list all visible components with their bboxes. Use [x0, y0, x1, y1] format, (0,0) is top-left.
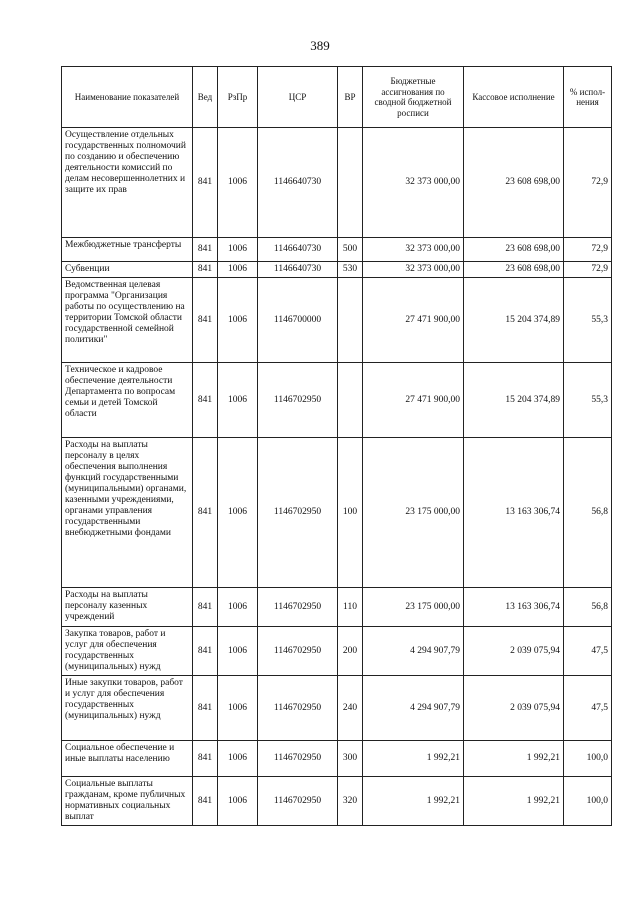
header-row	[62, 67, 612, 128]
row-vr: 320	[338, 777, 363, 826]
table-row	[62, 777, 612, 826]
row-csr: 1146702950	[258, 588, 338, 627]
row-name: Социальное обеспечение и иные выплаты населению	[62, 741, 193, 777]
row-name: Межбюджетные трансферты	[62, 238, 193, 262]
row-percent: 100,0	[564, 741, 612, 777]
row-cash-execution: 1 992,21	[464, 741, 564, 777]
row-percent: 72,9	[564, 262, 612, 278]
row-name: Расходы на выплаты персоналу казенных учреждений	[62, 588, 193, 627]
row-rzpr: 1006	[218, 363, 258, 438]
header-cash-execution: Кассовое исполнение	[464, 67, 564, 128]
row-cash-execution: 15 204 374,89	[464, 278, 564, 363]
row-csr: 1146640730	[258, 238, 338, 262]
row-vr: 530	[338, 262, 363, 278]
row-percent: 47,5	[564, 627, 612, 676]
row-rzpr: 1006	[218, 238, 258, 262]
header-name: Наименование показателей	[62, 67, 193, 128]
row-rzpr: 1006	[218, 438, 258, 588]
row-assignments: 1 992,21	[363, 741, 464, 777]
row-assignments: 32 373 000,00	[363, 128, 464, 238]
row-cash-execution: 23 608 698,00	[464, 238, 564, 262]
row-assignments: 23 175 000,00	[363, 438, 464, 588]
row-ved: 841	[193, 741, 218, 777]
row-percent: 100,0	[564, 777, 612, 826]
row-assignments: 4 294 907,79	[363, 676, 464, 741]
table-row	[62, 278, 612, 363]
row-name: Социальные выплаты гражданам, кроме публичных нормативных социальных выплат	[62, 777, 193, 826]
row-percent: 56,8	[564, 438, 612, 588]
row-assignments: 23 175 000,00	[363, 588, 464, 627]
row-csr: 1146702950	[258, 627, 338, 676]
row-name: Субвенции	[62, 262, 193, 278]
row-assignments: 1 992,21	[363, 777, 464, 826]
row-ved: 841	[193, 588, 218, 627]
row-csr: 1146702950	[258, 676, 338, 741]
row-vr: 110	[338, 588, 363, 627]
row-rzpr: 1006	[218, 278, 258, 363]
table-row	[62, 741, 612, 777]
row-name: Иные закупки товаров, работ и услуг для обеспечения государственных (муниципальных) нужд	[62, 676, 193, 741]
budget-table	[61, 66, 612, 826]
row-vr	[338, 128, 363, 238]
row-vr	[338, 278, 363, 363]
row-assignments: 32 373 000,00	[363, 262, 464, 278]
row-percent: 55,3	[564, 278, 612, 363]
row-ved: 841	[193, 278, 218, 363]
row-rzpr: 1006	[218, 741, 258, 777]
header-rzpr: РзПр	[218, 67, 258, 128]
row-ved: 841	[193, 128, 218, 238]
row-rzpr: 1006	[218, 262, 258, 278]
row-percent: 55,3	[564, 363, 612, 438]
row-csr: 1146702950	[258, 741, 338, 777]
row-rzpr: 1006	[218, 676, 258, 741]
row-rzpr: 1006	[218, 128, 258, 238]
row-csr: 1146702950	[258, 363, 338, 438]
row-ved: 841	[193, 777, 218, 826]
row-cash-execution: 13 163 306,74	[464, 438, 564, 588]
row-vr: 500	[338, 238, 363, 262]
table-row	[62, 262, 612, 278]
header-csr: ЦСР	[258, 67, 338, 128]
row-csr: 1146640730	[258, 262, 338, 278]
row-cash-execution: 23 608 698,00	[464, 262, 564, 278]
row-cash-execution: 15 204 374,89	[464, 363, 564, 438]
row-vr: 300	[338, 741, 363, 777]
row-vr: 200	[338, 627, 363, 676]
header-assignments: Бюджетные ассигнования по сводной бюджетной росписи	[363, 67, 464, 128]
row-assignments: 27 471 900,00	[363, 363, 464, 438]
row-assignments: 32 373 000,00	[363, 238, 464, 262]
row-csr: 1146702950	[258, 438, 338, 588]
table-row	[62, 588, 612, 627]
table-row	[62, 627, 612, 676]
row-name: Закупка товаров, работ и услуг для обеспечения государственных (муниципальных) нужд	[62, 627, 193, 676]
header-vr: ВР	[338, 67, 363, 128]
row-rzpr: 1006	[218, 588, 258, 627]
row-csr: 1146640730	[258, 128, 338, 238]
row-ved: 841	[193, 363, 218, 438]
row-csr: 1146702950	[258, 777, 338, 826]
row-assignments: 4 294 907,79	[363, 627, 464, 676]
row-name: Техническое и кадровое обеспечение деятельности Департамента по вопросам семьи и детей Томской области	[62, 363, 193, 438]
row-assignments: 27 471 900,00	[363, 278, 464, 363]
row-vr: 240	[338, 676, 363, 741]
row-percent: 72,9	[564, 238, 612, 262]
row-cash-execution: 1 992,21	[464, 777, 564, 826]
row-ved: 841	[193, 262, 218, 278]
row-cash-execution: 23 608 698,00	[464, 128, 564, 238]
row-rzpr: 1006	[218, 627, 258, 676]
row-cash-execution: 2 039 075,94	[464, 627, 564, 676]
row-percent: 56,8	[564, 588, 612, 627]
table-row	[62, 238, 612, 262]
table-row	[62, 363, 612, 438]
row-percent: 72,9	[564, 128, 612, 238]
row-name: Осуществление отдельных государственных полномочий по созданию и обеспечению деятельности комиссий по делам несовершеннолетних и защите их прав	[62, 128, 193, 238]
row-vr: 100	[338, 438, 363, 588]
table-row	[62, 676, 612, 741]
row-cash-execution: 2 039 075,94	[464, 676, 564, 741]
page-number: 389	[310, 38, 330, 53]
row-ved: 841	[193, 238, 218, 262]
row-ved: 841	[193, 438, 218, 588]
table-row	[62, 438, 612, 588]
row-csr: 1146700000	[258, 278, 338, 363]
table-row	[62, 128, 612, 238]
row-name: Расходы на выплаты персоналу в целях обеспечения выполнения функций государственными (муниципальными) органами, казенными учреждениями, органами управления государственными внебюджетными фондами	[62, 438, 193, 588]
row-name: Ведомственная целевая программа "Организация работы по осуществлению на территории Томской области государственной семейной политики"	[62, 278, 193, 363]
row-ved: 841	[193, 676, 218, 741]
row-cash-execution: 13 163 306,74	[464, 588, 564, 627]
row-percent: 47,5	[564, 676, 612, 741]
row-rzpr: 1006	[218, 777, 258, 826]
row-vr	[338, 363, 363, 438]
header-ved: Вед	[193, 67, 218, 128]
row-ved: 841	[193, 627, 218, 676]
header-percent: % испол-нения	[564, 67, 612, 128]
